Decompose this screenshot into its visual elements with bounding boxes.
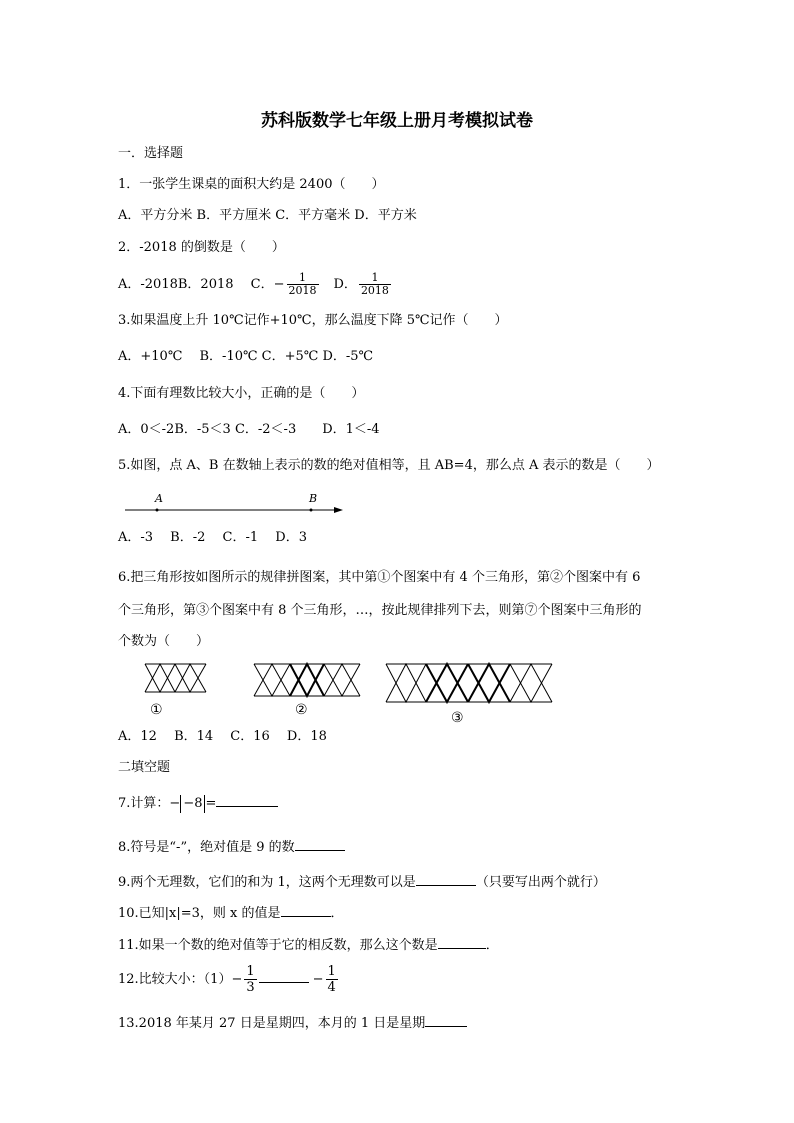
figure-label-1: ① xyxy=(150,702,163,718)
q2-option-ab: A．-2018B．2018 C． xyxy=(118,277,274,292)
q12-right-fraction xyxy=(326,964,338,995)
fraction-numerator: 1 xyxy=(359,272,391,285)
question-6-stem-line1: 6.把三角形按如图所示的规律拼图案，其中第①个图案中有 4 个三角形，第②个图案中有 6 xyxy=(118,570,641,585)
triangle-pattern-2 xyxy=(254,664,360,696)
q7-inner: −8 xyxy=(183,796,203,811)
triangle-pattern-3 xyxy=(386,664,552,702)
answer-blank[interactable] xyxy=(281,904,331,917)
fraction-denominator: 2018 xyxy=(288,284,317,297)
question-3-options: A．+10℃ B．-10℃ C．+5℃ D．-5℃ xyxy=(118,349,374,364)
fraction-denominator: 4 xyxy=(327,980,336,995)
q7-prefix: 7.计算： xyxy=(118,796,170,811)
q13-text: 13.2018 年某月 27 日是星期四，本月的 1 日是星期 xyxy=(118,1016,426,1031)
question-5-options: A．-3 B．-2 C．-1 D．3 xyxy=(118,530,307,545)
q7-minus: − xyxy=(169,796,181,811)
point-a-label: A xyxy=(155,492,163,505)
fraction-denominator: 3 xyxy=(246,980,255,995)
question-3-stem: 3.如果温度上升 10℃记作+10℃，那么温度下降 5℃记作（ ） xyxy=(118,313,508,328)
answer-blank[interactable] xyxy=(438,936,486,949)
q7-equals: = xyxy=(205,796,217,811)
page-title: 苏科版数学七年级上册月考模拟试卷 xyxy=(261,111,533,131)
q8-text: 8.符号是“-”，绝对值是 9 的数 xyxy=(118,840,295,855)
answer-blank[interactable] xyxy=(416,873,476,886)
question-5-stem: 5.如图，点 A、B 在数轴上表示的数的绝对值相等，且 AB=4，那么点 A 表示的数是（ ） xyxy=(118,458,660,473)
q11-text: 11.如果一个数的绝对值等于它的相反数，那么这个数是 xyxy=(118,938,438,953)
question-10 xyxy=(118,904,344,922)
q12-left-fraction xyxy=(244,964,256,995)
question-1-stem: 1．一张学生课桌的面积大约是 2400（ ） xyxy=(118,177,385,192)
question-11 xyxy=(118,936,499,954)
number-line-arrow-icon xyxy=(334,507,343,513)
question-7 xyxy=(118,794,278,814)
answer-blank[interactable] xyxy=(295,838,345,851)
answer-blank[interactable] xyxy=(216,794,278,807)
q2-option-d-label: D． xyxy=(320,277,357,292)
fraction-numerator: 1 xyxy=(246,964,255,979)
question-4-stem: 4.下面有理数比较大小，正确的是（ ） xyxy=(118,386,365,401)
point-b-dot xyxy=(310,509,313,512)
question-4-options: A．0＜-2B．-5＜3 C．-2＜-3 D．1＜-4 xyxy=(118,422,380,437)
q9-text: 9.两个无理数，它们的和为 1，这两个无理数可以是 xyxy=(118,875,416,890)
question-9 xyxy=(118,873,606,891)
question-6-options: A．12 B．14 C．16 D．18 xyxy=(118,729,327,744)
question-8 xyxy=(118,838,345,856)
triangle-pattern-1 xyxy=(145,664,206,692)
figure-label-3: ③ xyxy=(451,710,464,726)
figure-label-2: ② xyxy=(295,702,308,718)
question-13 xyxy=(118,1014,467,1032)
question-2-stem: 2．-2018 的倒数是（ ） xyxy=(118,240,285,255)
point-b-label: B xyxy=(309,492,318,505)
answer-blank[interactable] xyxy=(425,1014,467,1027)
q12-right-sign: − xyxy=(312,972,324,987)
point-a-dot xyxy=(156,509,159,512)
fraction-numerator: 1 xyxy=(287,272,319,285)
q7-absolute-value xyxy=(180,795,205,813)
q9-tail: （只要写出两个就行） xyxy=(475,875,606,890)
section-heading-choice: 一．选择题 xyxy=(118,146,184,161)
answer-blank[interactable] xyxy=(259,970,309,983)
q11-tail: ． xyxy=(485,938,499,953)
question-12 xyxy=(118,960,340,1000)
question-6-stem-line2: 个三角形，第③个图案中有 8 个三角形，…，按此规律排列下去，则第⑦个图案中三角形的 xyxy=(118,603,642,618)
q12-left-sign: − xyxy=(231,972,243,987)
fraction-numerator: 1 xyxy=(327,964,336,979)
question-6-stem-line3: 个数为（ ） xyxy=(118,634,210,649)
fraction-denominator: 2018 xyxy=(360,284,389,297)
section-heading-fill: 二填空题 xyxy=(118,760,171,775)
q2-option-c-sign: − xyxy=(273,277,285,292)
q12-text: 12.比较大小：（1） xyxy=(118,972,232,987)
question-1-options: A．平方分米 B．平方厘米 C．平方毫米 D．平方米 xyxy=(118,208,417,223)
q10-text: 10.已知|x|=3，则 x 的值是 xyxy=(118,906,281,921)
q10-tail: ． xyxy=(330,906,344,921)
